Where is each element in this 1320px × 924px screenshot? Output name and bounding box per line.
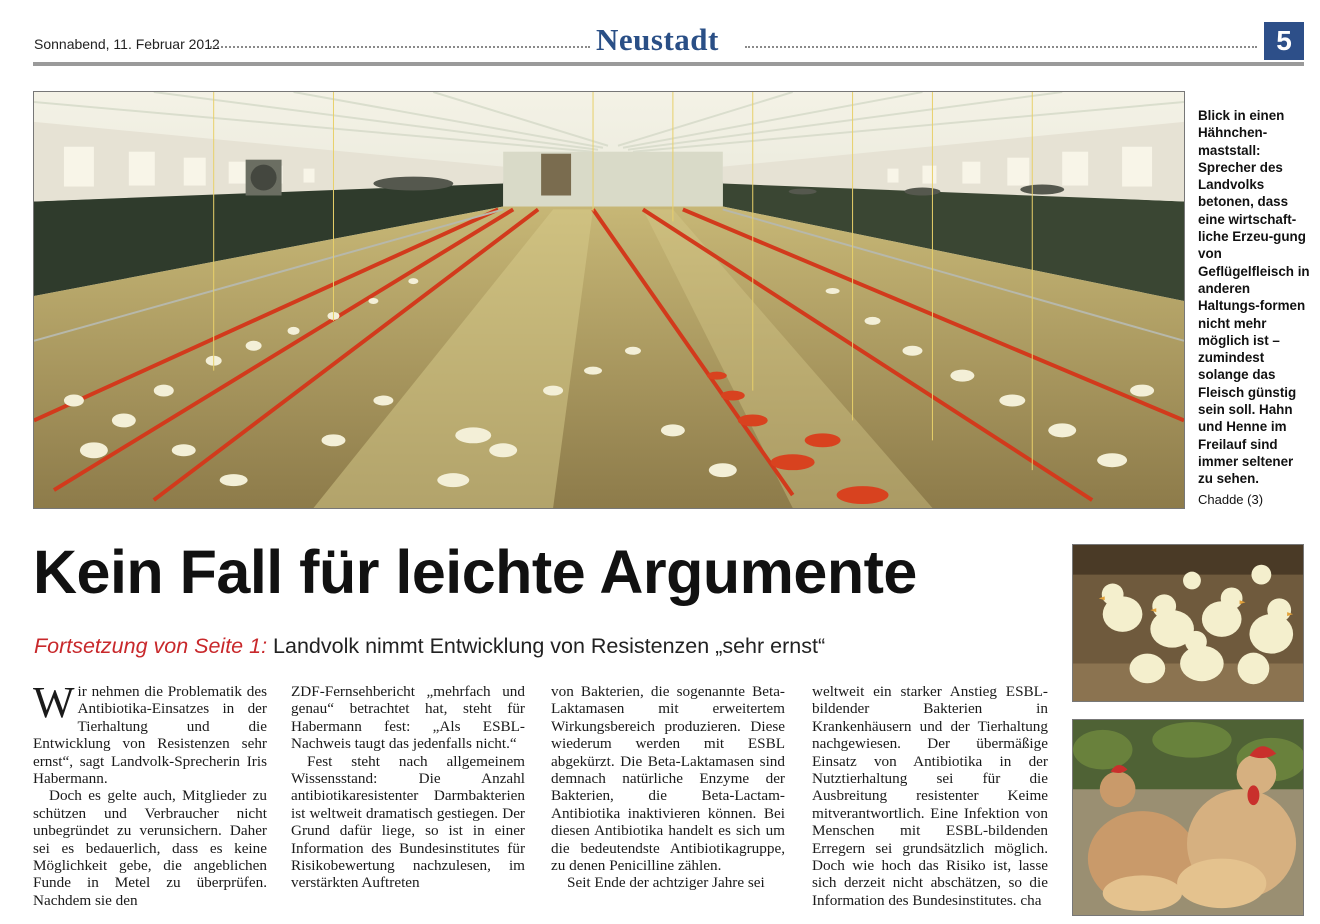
section-title: Neustadt	[596, 22, 719, 57]
paragraph: von Bakterien, die sogenannte Beta-Laktamasen mit erweitertem Wirkungsbereich produzieren. Diese wiederum werden mit ESBL abgekürzt. Die Beta-Laktamasen sind demnach natürliche Enzyme der Bakterien, die Beta-Lactam-Antibiotika inaktivieren können. Bei diesen Antibiotika handelt es sich um die bedeutendste Antibiotikagruppe, zu denen Penicilline zählen.	[551, 683, 785, 875]
article-column-4	[812, 683, 1048, 909]
continuation-reference: Fortsetzung von Seite 1:	[34, 634, 268, 658]
paragraph: ZDF-Fernsehbericht „mehrfach und genau“ betrachtet hat, steht für Habermann fest: „Als ESBL-Nachweis taugt das jedenfalls nicht.“	[291, 683, 525, 753]
chicks-photo	[1072, 544, 1304, 702]
drop-cap: W	[33, 678, 75, 727]
article-column-3	[551, 683, 785, 892]
paragraph	[33, 678, 267, 788]
page-number-badge: 5	[1264, 22, 1304, 60]
header-leader-right	[745, 46, 1257, 48]
paragraph: weltweit ein starker Anstieg ESBL-bildender Bakterien in Krankenhäusern und der Tierhaltung nachgewiesen. Der übermäßige Einsatz von Antibiotika in der Nutztierhaltung sei für die Ausbreitung resistenter Keime mitverantwortlich. Eine Infektion von Menschen mit ESBL-bildenden Erregern sei grundsätzlich möglich. Doch wie hoch das Risiko ist, lasse sich derzeit nicht abschätzen, so die Information des Bundesinstitutes. cha	[812, 683, 1048, 909]
article-subheadline	[34, 632, 1064, 660]
photo-caption: Blick in einen Hähnchen-maststall: Sprecher des Landvolks betonen, dass eine wirtschaft-liche Erzeu-gung von Geflügelfleisch in anderen Haltungs-formen nicht mehr möglich ist – zumindest solange das Fleisch günstig sein soll. Hahn und Henne im Freilauf sind immer seltener zu sehen.	[1198, 108, 1310, 487]
article-column-1	[33, 678, 267, 909]
article-headline: Kein Fall für leichte Argumente	[33, 538, 917, 606]
header-rule	[33, 62, 1304, 66]
paragraph: Seit Ende der achtziger Jahre sei	[567, 874, 765, 892]
photo-credit: Chadde (3)	[1198, 492, 1264, 507]
header-leader-left	[210, 46, 590, 48]
subheadline-text: Landvolk nimmt Entwicklung von Resistenzen „sehr ernst“	[273, 634, 826, 658]
hen-rooster-photo	[1072, 719, 1304, 916]
paragraph: Doch es gelte auch, Mitglieder zu schützen und Verbraucher nicht unbegründet zu verunsichern. Daher sei es bedauerlich, dass es keine Möglichkeit gebe, die angeblichen Funde in Metel zu überprüfen. Nachdem sie den	[33, 787, 267, 909]
issue-date: Sonnabend, 11. Februar 2012	[34, 36, 220, 52]
article-column-2	[291, 683, 525, 892]
paragraph-text: ir nehmen die Problematik des Antibiotika-Einsatzes in der Tierhaltung und die Entwicklung von Resistenzen sehr ernst“, sagt Landvolk-Sprecherin Iris Habermann.	[33, 683, 267, 788]
barn-photo	[33, 91, 1185, 509]
paragraph: Fest steht nach allgemeinem Wissensstand: Die Anzahl antibiotikaresistenter Darmbakterien ist weltweit dramatisch gestiegen. Der Grund dafür liege, so ist in einer Information des Bundesinstitutes für Risikobewertung nachzulesen, im verstärkten Auftreten	[291, 752, 525, 892]
